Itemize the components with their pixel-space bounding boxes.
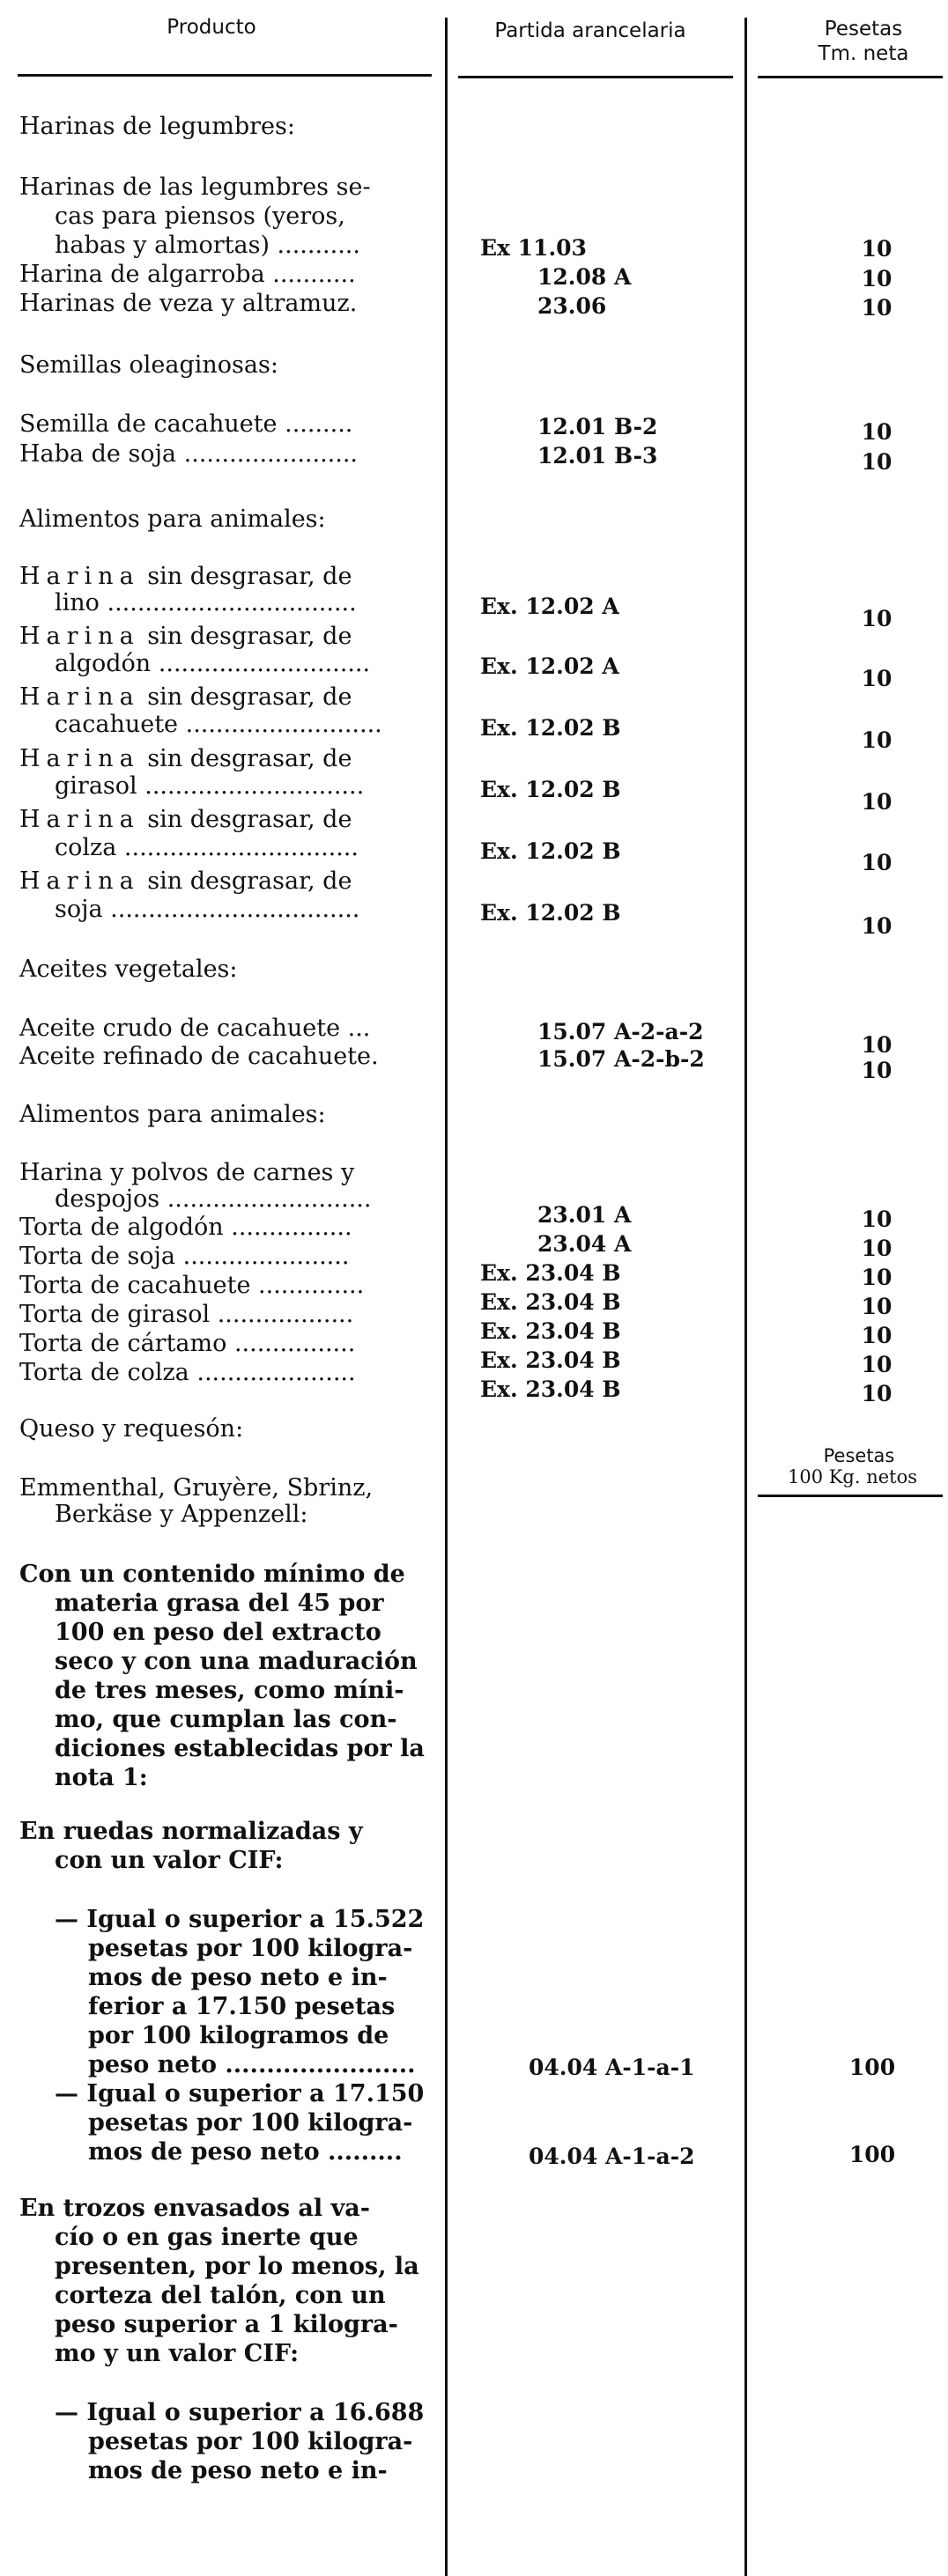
header-underline-3 [758,76,943,78]
product-text: sin desgrasar, de [139,683,352,711]
product-line: algodón ............................ [55,650,371,677]
tariff-code: 12.08 A [537,264,632,290]
header-pesetas: Pesetas [824,18,903,41]
product-line: peso neto ....................... [88,2051,416,2078]
header-tm-neta: Tm. neta [818,42,909,65]
product-line: pesetas por 100 kilogra- [88,2109,413,2137]
section-heading: Aceites vegetales: [19,956,238,983]
product-line [19,744,352,774]
tariff-code: 23.01 A [537,1202,632,1228]
product-line: pesetas por 100 kilogra- [88,1935,413,1962]
product-line: materia grasa del 45 por [55,1590,384,1617]
product-line: Aceite crudo de cacahuete ... [19,1015,371,1042]
price-value: 10 [861,1058,892,1083]
product-line: soja ................................. [55,896,360,923]
product-line: colza ............................... [55,834,359,861]
product-line: Harina de algarroba ........... [19,261,356,288]
tariff-code: 23.06 [537,293,607,319]
product-line: nota 1: [55,1764,148,1791]
price-value: 10 [861,606,892,631]
product-line: Con un contenido mínimo de [19,1561,405,1588]
tariff-code: Ex. 12.02 B [480,715,621,741]
tariff-code: Ex. 23.04 B [480,1289,621,1315]
product-line: seco y con una maduración [55,1648,418,1675]
section-heading: Alimentos para animales: [19,506,326,533]
price-value: 10 [861,1294,892,1319]
product-line: cas para piensos (yeros, [55,203,345,230]
price-value: 10 [861,1265,892,1290]
product-line: por 100 kilogramos de [88,2022,389,2049]
section-heading: Harinas de legumbres: [19,113,295,140]
product-line: corteza del talón, con un [55,2282,386,2309]
vertical-rule-right [744,18,747,2576]
section-heading: Alimentos para animales: [19,1101,326,1128]
product-line: con un valor CIF: [55,1847,284,1874]
tariff-code: 12.01 B-3 [537,443,658,469]
price-value: 10 [861,850,892,875]
section-heading: Queso y requesón: [19,1415,244,1443]
product-line: Harinas de las legumbres se- [19,173,371,201]
product-line: presenten, por lo menos, la [55,2253,419,2280]
product-line: mo, que cumplan las con- [55,1706,397,1733]
price-value: 100 [848,2142,896,2167]
product-line: pesetas por 100 kilogra- [88,2428,413,2455]
product-line [19,867,352,897]
tariff-code: 04.04 A-1-a-2 [529,2144,695,2169]
tariff-code: Ex. 23.04 B [480,1260,621,1286]
product-line: 100 en peso del extracto [55,1619,381,1646]
spaced-word: Harina [19,623,140,650]
product-line [19,562,352,592]
product-line: — Igual o superior a 15.522 [55,1906,425,1933]
price-value: 10 [861,1381,892,1406]
product-text: sin desgrasar, de [139,867,352,895]
product-line: cacahuete .......................... [55,711,382,738]
price-value: 10 [861,1352,892,1377]
product-line [19,683,352,712]
product-line: Torta de colza ..................... [19,1359,356,1386]
tariff-code: 12.01 B-2 [537,414,658,439]
tariff-code: Ex. 12.02 B [480,777,621,802]
product-line: Haba de soja ....................... [19,440,359,468]
product-line: Torta de soja ...................... [19,1243,350,1270]
price-value: 10 [861,1032,892,1058]
product-line: Harinas de veza y altramuz. [19,290,358,317]
product-line: Aceite refinado de cacahuete. [19,1043,379,1070]
tariff-code: Ex. 12.02 B [480,900,621,926]
product-line: — Igual o superior a 16.688 [55,2399,425,2426]
product-text: sin desgrasar, de [139,623,352,650]
price-value: 10 [861,266,892,292]
tariff-code: 23.04 A [537,1231,632,1257]
product-line: peso superior a 1 kilogra- [55,2311,398,2338]
product-line [19,622,352,652]
price-value: 10 [861,419,892,445]
tariff-code: 04.04 A-1-a-1 [529,2055,695,2080]
product-line: diciones establecidas por la [55,1735,425,1762]
product-line: de tres meses, como míni- [55,1677,404,1704]
product-line: Torta de algodón ................ [19,1214,352,1241]
header-partida: Partida arancelaria [494,19,686,42]
price-value: 10 [861,666,892,691]
product-line: habas y almortas) ........... [55,232,360,259]
header2-underline [758,1495,943,1497]
product-line: ferior a 17.150 pesetas [88,1993,396,2020]
tariff-code: Ex. 12.02 B [480,838,621,864]
tariff-code: Ex. 23.04 B [480,1347,621,1373]
tariff-code: Ex 11.03 [480,235,587,261]
product-line: Torta de cacahuete .............. [19,1272,365,1299]
price-value: 10 [861,449,892,475]
product-line: En trozos envasados al va- [19,2195,370,2222]
tariff-code: 15.07 A-2-b-2 [537,1046,705,1072]
product-line: Semilla de cacahuete ......... [19,410,353,438]
product-line: — Igual o superior a 17.150 [55,2080,425,2107]
tariff-code: Ex. 12.02 A [480,594,619,619]
product-line: mos de peso neto e in- [88,1964,388,1991]
product-line: girasol ............................. [55,772,365,800]
product-line [19,805,352,835]
price-value: 10 [861,1323,892,1348]
price-value: 10 [861,1207,892,1232]
product-text: sin desgrasar, de [139,563,352,590]
spaced-word: Harina [19,745,140,772]
header-underline-2 [458,76,733,78]
price-value: 10 [861,913,892,939]
tariff-code: Ex. 12.02 A [480,653,619,679]
product-line: despojos ........................... [55,1185,372,1213]
product-text: sin desgrasar, de [139,806,352,833]
product-line: Berkäse y Appenzell: [55,1501,308,1528]
spaced-word: Harina [19,867,140,895]
product-text: sin desgrasar, de [139,745,352,772]
section-heading: Semillas oleaginosas: [19,351,278,379]
tariff-code: Ex. 23.04 B [480,1318,621,1344]
header-producto: Producto [167,16,256,39]
product-line: Torta de girasol .................. [19,1301,354,1328]
tariff-code: 15.07 A-2-a-2 [537,1019,704,1044]
product-line: Torta de cártamo ................ [19,1330,356,1357]
product-line: Harina y polvos de carnes y [19,1159,355,1186]
product-line: En ruedas normalizadas y [19,1818,363,1845]
product-line: cío o en gas inerte que [55,2224,359,2251]
header-underline-1 [18,74,432,77]
price-value: 10 [861,1236,892,1261]
product-line: mo y un valor CIF: [55,2340,300,2367]
product-line: Emmenthal, Gruyère, Sbrinz, [19,1474,374,1502]
price-value: 10 [861,236,892,262]
header-100kg: 100 Kg. netos [787,1466,918,1487]
product-line: mos de peso neto ......... [88,2138,403,2166]
header-pesetas-2: Pesetas [823,1445,895,1466]
price-value: 10 [861,295,892,321]
price-value: 100 [848,2055,896,2080]
vertical-rule-left [445,18,448,2576]
spaced-word: Harina [19,563,140,590]
spaced-word: Harina [19,806,140,833]
product-line: mos de peso neto e in- [88,2457,388,2484]
tariff-code: Ex. 23.04 B [480,1377,621,1402]
price-value: 10 [861,789,892,815]
product-line: lino ................................. [55,589,357,616]
price-value: 10 [861,727,892,753]
spaced-word: Harina [19,683,140,711]
